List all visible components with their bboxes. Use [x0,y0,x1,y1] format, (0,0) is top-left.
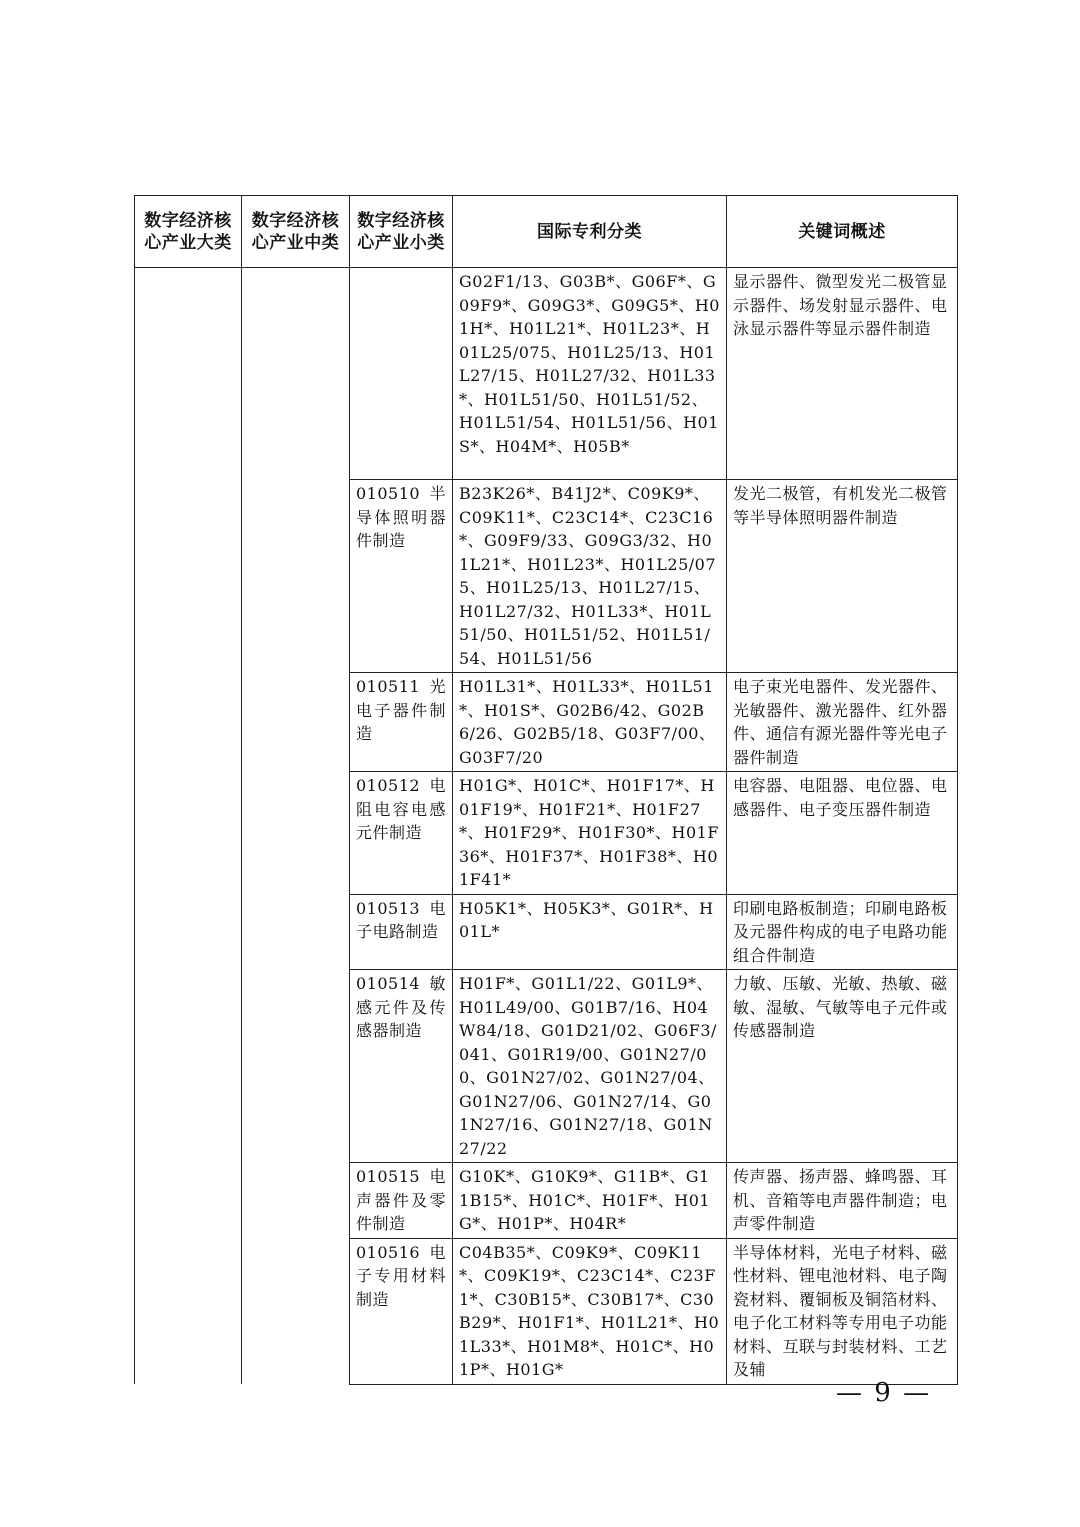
ipc-cell: C04B35*、C09K9*、C09K11*、C09K19*、C23C14*、C23F1*、C30B15*、C30B17*、C30B29*、H01F1*、H01L21*、H01L33*、H01M8*、H01C*、H01P*、H01G* [453,1238,727,1384]
table-row [135,970,958,1163]
ipc-cell: B23K26*、B41J2*、C09K9*、C09K11*、C23C14*、C23C16*、G09F9/33、G09G3/32、H01L21*、H01L23*、H01L25/075、H01L25/13、H01L27/15、H01L27/32、H01L33*、H01L51/50、H01L51/52、H01L51/54、H01L51/56 [453,480,727,673]
table-header-row [135,196,958,268]
middle-category-cell [242,894,350,970]
page-number: — 9 — [836,1378,932,1408]
middle-category-cell [242,1238,350,1384]
table-row [135,1163,958,1239]
subcategory-cell [350,268,453,480]
keywords-cell: 半导体材料，光电子材料、磁性材料、锂电池材料、电子陶瓷材料、覆铜板及铜箔材料、电子化工材料等专用电子功能材料、互联与封装材料、工艺及辅 [727,1238,958,1384]
table-row [135,1238,958,1384]
ipc-cell: G10K*、G10K9*、G11B*、G11B15*、H01C*、H01F*、H01G*、H01P*、H04R* [453,1163,727,1239]
major-category-cell [135,772,242,895]
table-row [135,772,958,895]
major-category-cell [135,1163,242,1239]
ipc-cell: H05K1*、H05K3*、G01R*、H01L* [453,894,727,970]
header-middle-category: 数字经济核心产业中类 [242,196,350,268]
middle-category-cell [242,480,350,673]
ipc-cell: G02F1/13、G03B*、G06F*、G09F9*、G09G3*、G09G5*、H01H*、H01L21*、H01L23*、H01L25/075、H01L25/13、H01L27/15、H01L27/32、H01L33*、H01L51/50、H01L51/52、H01L51/54、H01L51/56、H01S*、H04M*、H05B* [453,268,727,480]
middle-category-cell [242,772,350,895]
subcategory-cell: 010512 电阻电容电感元件制造 [350,772,453,895]
industry-patent-table [134,195,958,1385]
middle-category-cell [242,268,350,480]
subcategory-cell: 010513 电子电路制造 [350,894,453,970]
major-category-cell [135,970,242,1163]
header-major-category: 数字经济核心产业大类 [135,196,242,268]
keywords-cell: 发光二极管，有机发光二极管等半导体照明器件制造 [727,480,958,673]
keywords-cell: 力敏、压敏、光敏、热敏、磁敏、湿敏、气敏等电子元件或传感器制造 [727,970,958,1163]
ipc-cell: H01L31*、H01L33*、H01L51*、H01S*、G02B6/42、G02B6/26、G02B5/18、G03F7/00、G03F7/20 [453,673,727,772]
header-minor-category: 数字经济核心产业小类 [350,196,453,268]
ipc-cell: H01G*、H01C*、H01F17*、H01F19*、H01F21*、H01F27*、H01F29*、H01F30*、H01F36*、H01F37*、H01F38*、H01F41* [453,772,727,895]
major-category-cell [135,480,242,673]
table-row [135,268,958,480]
table-row [135,673,958,772]
header-keywords: 关键词概述 [727,196,958,268]
keywords-cell: 传声器、扬声器、蜂鸣器、耳机、音箱等电声器件制造；电声零件制造 [727,1163,958,1239]
header-ipc: 国际专利分类 [453,196,727,268]
middle-category-cell [242,970,350,1163]
table-row [135,894,958,970]
keywords-cell: 印刷电路板制造；印刷电路板及元器件构成的电子电路功能组合件制造 [727,894,958,970]
subcategory-cell: 010516 电子专用材料制造 [350,1238,453,1384]
middle-category-cell [242,673,350,772]
ipc-cell: H01F*、G01L1/22、G01L9*、H01L49/00、G01B7/16、H04W84/18、G01D21/02、G06F3/041、G01R19/00、G01N27/00、G01N27/02、G01N27/04、G01N27/06、G01N27/14、G01N27/16、G01N27/18、G01N27/22 [453,970,727,1163]
middle-category-cell [242,1163,350,1239]
subcategory-cell: 010511 光电子器件制造 [350,673,453,772]
major-category-cell [135,673,242,772]
subcategory-cell: 010510 半导体照明器件制造 [350,480,453,673]
major-category-cell [135,268,242,480]
major-category-cell [135,1238,242,1384]
keywords-cell: 电容器、电阻器、电位器、电感器件、电子变压器件制造 [727,772,958,895]
keywords-cell: 电子束光电器件、发光器件、光敏器件、激光器件、红外器件、通信有源光器件等光电子器件制造 [727,673,958,772]
table-row [135,480,958,673]
major-category-cell [135,894,242,970]
subcategory-cell: 010514 敏感元件及传感器制造 [350,970,453,1163]
keywords-cell: 显示器件、微型发光二极管显示器件、场发射显示器件、电泳显示器件等显示器件制造 [727,268,958,480]
subcategory-cell: 010515 电声器件及零件制造 [350,1163,453,1239]
